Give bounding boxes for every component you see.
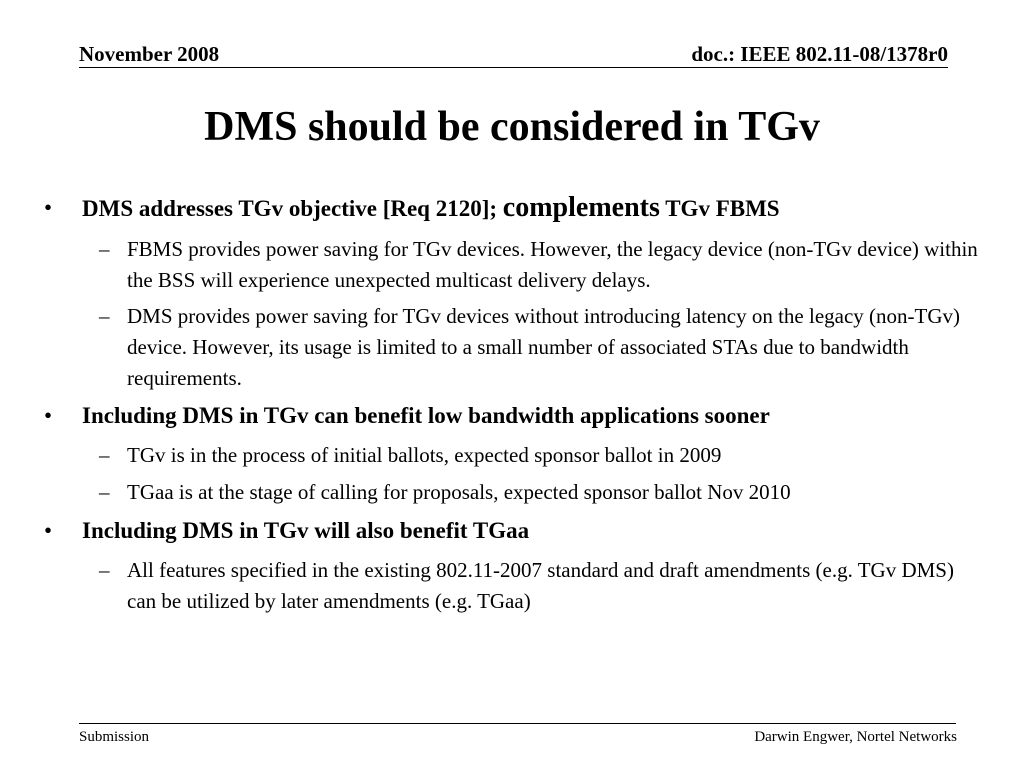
- sub-item-1-1: [99, 234, 987, 296]
- header-date: November 2008: [79, 42, 220, 66]
- slide-title: DMS should be considered in TGv: [204, 104, 820, 150]
- bullet-marker: •: [44, 195, 53, 220]
- sub-item-2-1: [99, 440, 987, 471]
- bullet-marker: •: [44, 403, 53, 428]
- sub-item-1-2: [99, 301, 987, 394]
- sub-item-3-1: [99, 555, 987, 617]
- bullet-marker: •: [44, 518, 53, 543]
- bullet-2-text: Including DMS in TGv can benefit low bandwidth applications sooner: [82, 403, 770, 428]
- footer-author: Darwin Engwer, Nortel Networks: [754, 729, 957, 745]
- bullet-1-text-part2: TGv FBMS: [659, 196, 780, 221]
- footer-divider: [79, 723, 956, 724]
- dash-marker: –: [99, 443, 110, 467]
- footer-submission: Submission: [79, 729, 150, 745]
- bullet-item-3: [44, 516, 530, 546]
- sub-item-text: DMS provides power saving for TGv devices without introducing latency on the legacy (non-TGv) device. However, its usage is limited to a small number of associated STAs due to bandwidth requirements.: [127, 304, 961, 390]
- bullet-item-2: [44, 401, 770, 431]
- sub-item-text: TGv is in the process of initial ballots, expected sponsor ballot in 2009: [127, 443, 722, 467]
- sub-item-text: All features specified in the existing 802.11-2007 standard and draft amendments (e.g. TGv DMS) can be utilized by later amendments (e.g. TGaa): [127, 558, 954, 613]
- dash-marker: –: [99, 558, 110, 582]
- bullet-3-text: Including DMS in TGv will also benefit TGaa: [82, 518, 530, 543]
- dash-marker: –: [99, 480, 110, 504]
- bullet-1-emphasis: complements: [502, 192, 660, 223]
- header-doc-id: doc.: IEEE 802.11-08/1378r0: [691, 42, 948, 66]
- dash-marker: –: [99, 237, 110, 261]
- sub-item-2-2: [99, 477, 987, 508]
- dash-marker: –: [99, 304, 110, 328]
- sub-item-text: FBMS provides power saving for TGv devices. However, the legacy device (non-TGv device) within the BSS will experience unexpected multicast delivery delays.: [127, 237, 978, 292]
- bullet-1-text-part1: DMS addresses TGv objective [Req 2120];: [82, 196, 503, 221]
- bullet-item-1: [44, 192, 780, 224]
- sub-item-text: TGaa is at the stage of calling for proposals, expected sponsor ballot Nov 2010: [127, 480, 791, 504]
